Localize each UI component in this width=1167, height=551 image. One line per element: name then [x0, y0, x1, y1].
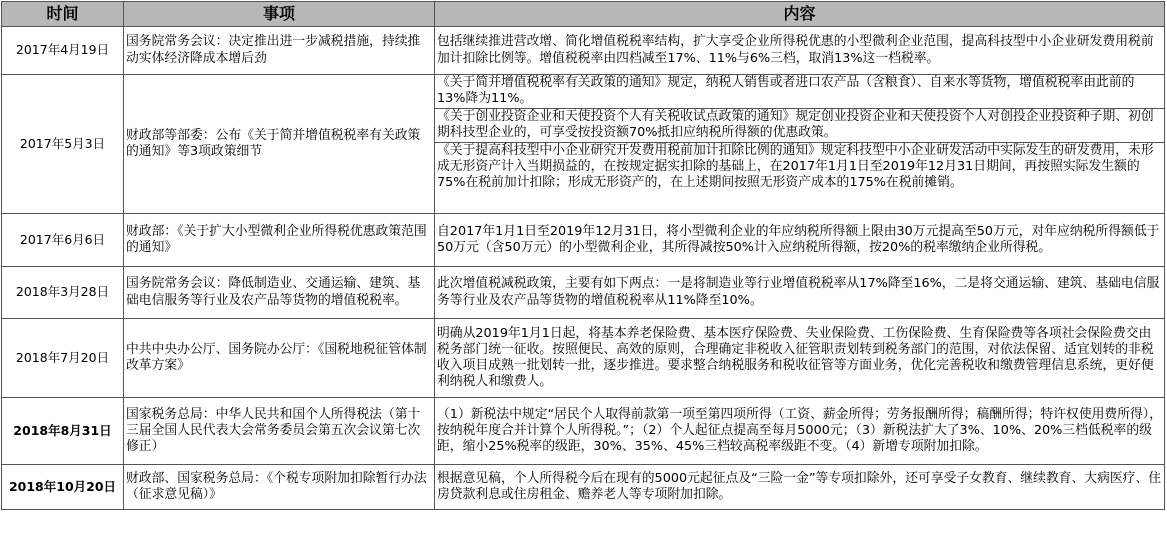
row-item: 国务院常务会议：降低制造业、交通运输、建筑、基础电信服务等行业及农产品等货物的增值税税率。 [124, 267, 435, 319]
row-date: 2017年5月3日 [2, 75, 124, 214]
row-content: 此次增值税减税政策，主要有如下两点：一是将制造业等行业增值税税率从17%降至16%，二是将交通运输、建筑、基础电信服务等行业及农产品等货物的增值税税率从11%降至10%。 [435, 267, 1165, 319]
table-row [2, 267, 1165, 319]
table-row [2, 465, 1165, 510]
row-date: 2018年3月28日 [2, 267, 124, 319]
table-row [2, 27, 1165, 75]
row-item: 财政部、国家税务总局：《个税专项附加扣除暂行办法（征求意见稿）》 [124, 465, 435, 510]
row-item: 财政部等部委：公布《关于简并增值税税率有关政策的通知》等3项政策细节 [124, 75, 435, 214]
header-time: 时间 [2, 2, 124, 27]
row-date: 2018年10月20日 [2, 465, 124, 510]
table-row [2, 214, 1165, 267]
row-date: 2018年8月31日 [2, 398, 124, 465]
row-item: 中共中央办公厅、国务院办公厅：《国税地税征管体制改革方案》 [124, 319, 435, 398]
header-content: 内容 [435, 2, 1165, 27]
row-content: 根据意见稿，个人所得税今后在现有的5000元起征点及“三险一金”等专项扣除外，还可享受子女教育、继续教育、大病医疗、住房贷款利息或住房租金、赡养老人等专项附加扣除。 [435, 465, 1165, 510]
table-row [2, 398, 1165, 465]
row-item: 财政部：《关于扩大小型微利企业所得税优惠政策范围的通知》 [124, 214, 435, 267]
policy-table [1, 1, 1165, 510]
row-date: 2017年6月6日 [2, 214, 124, 267]
row-content: （1）新税法中规定“居民个人取得前款第一项至第四项所得（工资、薪金所得；劳务报酬所得；稿酬所得；特许权使用费所得），按纳税年度合并计算个人所得税。”；（2）个人起征点提高至每月5000元；（3）新税法扩大了3%、10%、20%三档低税率的级距，缩小25%税率的级距，30%、35%、45%三档较高税率级距不变。（4）新增专项附加扣除。 [435, 398, 1165, 465]
row-date: 2018年7月20日 [2, 319, 124, 398]
row-content: 明确从2019年1月1日起，将基本养老保险费、基本医疗保险费、失业保险费、工伤保险费、生育保险费等各项社会保险费交由税务部门统一征收。按照便民、高效的原则，合理确定非税收入征管职责划转到税务部门的范围，对依法保留、适宜划转的非税收入项目成熟一批划转一批，逐步推进。要求整合纳税服务和税收征管等方面业务，优化完善税收和缴费管理信息系统，更好便利纳税人和缴费人。 [435, 319, 1165, 398]
row-content-part: 《关于创业投资企业和天使投资个人有关税收试点政策的通知》规定创业投资企业和天使投资个人对创投企业投资种子期、初创期科技型企业的，可享受按投资额70%抵扣应纳税所得额的优惠政策。 [435, 109, 1165, 143]
row-content-part: 《关于简并增值税税率有关政策的通知》规定，纳税人销售或者进口农产品（含粮食）、自来水等货物，增值税税率由此前的13%降为11%。 [435, 75, 1165, 109]
row-item: 国务院常务会议：决定推出进一步减税措施，持续推动实体经济降成本增后劲 [124, 27, 435, 75]
table-row [2, 75, 1165, 109]
row-content: 包括继续推进营改增、简化增值税税率结构，扩大享受企业所得税优惠的小型微利企业范围，提高科技型中小企业研发费用税前加计扣除比例等。增值税税率由四档减至17%、11%与6%三档，取消13%这一档税率。 [435, 27, 1165, 75]
row-date: 2017年4月19日 [2, 27, 124, 75]
header-row [2, 2, 1165, 27]
row-item: 国家税务总局：中华人民共和国个人所得税法（第十三届全国人民代表大会常务委员会第五次会议第七次修正） [124, 398, 435, 465]
row-content-part: 《关于提高科技型中小企业研究开发费用税前加计扣除比例的通知》规定科技型中小企业研发活动中实际发生的研发费用，未形成无形资产计入当期损益的，在按规定据实扣除的基础上，在2017年1月1日至2019年12月31日期间，再按照实际发生额的75%在税前加计扣除；形成无形资产的，在上述期间按照无形资产成本的175%在税前摊销。 [435, 143, 1165, 214]
row-content: 自2017年1月1日至2019年12月31日，将小型微利企业的年应纳税所得额上限由30万元提高至50万元，对年应纳税所得额低于50万元（含50万元）的小型微利企业，其所得减按50%计入应纳税所得额，按20%的税率缴纳企业所得税。 [435, 214, 1165, 267]
header-item: 事项 [124, 2, 435, 27]
table-row [2, 319, 1165, 398]
